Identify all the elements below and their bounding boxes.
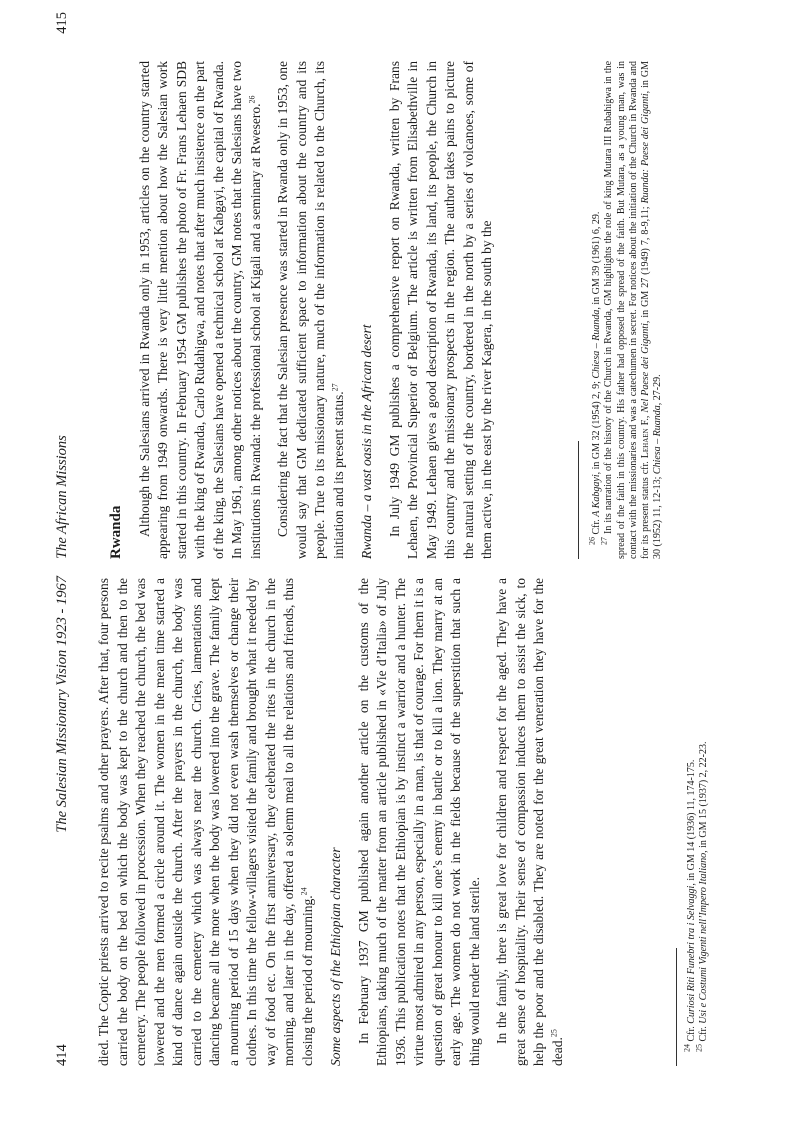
subheading: Some aspects of the Ethiopian character bbox=[328, 847, 343, 1066]
footnote-ref: 24 bbox=[299, 887, 308, 896]
right-page-header bbox=[53, 12, 73, 559]
page-number: 415 bbox=[54, 12, 70, 34]
footnote-ref: 27 bbox=[330, 383, 339, 392]
running-title: The Salesian Missionary Vision 1923 - 1967 bbox=[54, 576, 70, 833]
right-page bbox=[0, 12, 793, 559]
footnote-ref: 25 bbox=[549, 1029, 558, 1038]
paragraph: In the family, there is great love for children and respect for the aged. They have a great sense of hospitality. Their sense of compassion induces them to assist the sick, to help the poor and the disabled. They are noted for the great veneration they have for the dead.$^{25}$ bbox=[494, 578, 565, 1066]
footnote: $^{27}$ In its narration of the history of the Church in Rwanda, GM highlights the role of king Mutara III Rubahigwa in the spread of the faith in this country. His father had opposed the spread of the faith. But Mutara, as a young man, was in contact with the missionaries and was a catechumen in secret. For notices about the initiation of the Church in Rwanda and for its present status cfr. Lehaen F., Nel Paese dei Giganti, in GM 27 (1949) 7, 8-9,11; Ruanda: Paese dei Giganti, in GM 30 (1952) 11, 12-13; Chiesa – Ruanda, 27-29. bbox=[599, 60, 664, 559]
paragraph: Although the Salesians arrived in Rwanda only in 1953, articles on the country started appearing from 1949 onwards. There is very little mention about how the Salesian work started in this country. In February 1954 GM publishes the photo of Fr. Frans Lehaen SDB with the king of Rwanda, Carlo Rudahigwa, and notes that after much insistence on the part of the king, the Salesians have opened a technical school at Kabgayi, the capital of Rwanda. In May 1961, among other notices about the country, GM notes that the Salesians have two institutions in Rwanda: the professional school at Kigali and a seminary at Rwesero.$^{26}$ bbox=[136, 61, 263, 559]
section-heading: Rwanda bbox=[108, 505, 124, 559]
left-page-body bbox=[95, 578, 567, 1066]
footnote-rule bbox=[578, 441, 579, 559]
left-page bbox=[0, 576, 793, 1123]
subheading: Rwanda – a vast oasis in the African desert bbox=[359, 324, 374, 559]
page-number: 414 bbox=[54, 1044, 70, 1066]
footnote: $^{24}$ Cfr. Curiosi Riti Funebri tra i Selvaggi, in GM 14 (1936) 11, 174-175. bbox=[682, 759, 697, 1052]
footnote-rule bbox=[676, 948, 677, 1066]
footnotes bbox=[682, 578, 711, 1066]
footnote-ref: 26 bbox=[247, 95, 256, 104]
left-page-header bbox=[53, 576, 73, 1123]
footnotes bbox=[587, 60, 665, 559]
footnote: $^{25}$ Cfr. Usi e Costumi Vigenti nell’Impero Italiano, in GM 15 (1937) 2, 22-23. bbox=[694, 741, 710, 1052]
paragraph: In July 1949 GM publishes a comprehensive report on Rwanda, written by Frans Lehaen, the Provincial Superior of Belgium. The article is written from Elisabethville in May 1949. Lehaen gives a good description of Rwanda, its land, its people, the Church in this country and the missionary prospects in the region. The author takes pains to picture the natural setting of the country, bordered in the north by a series of volcanoes, some of them active, in the east by the river Kagera, in the south by the bbox=[386, 61, 494, 559]
paragraph: died. The Coptic priests arrived to recite psalms and other prayers. After that, four persons carried the body on the bed on which the body was kept to the church and then to the cemetery. The people followed in procession. When they reached the church, the bed was lowered and the men formed a circle around it. The women in the mean time started a kind of dance again outside the church. After the prayers in the church, the body was carried to the cemetery which was always near the church. Cries, lamentations and dancing became all the more when the body was lowered into the grave. The family kept a mourning period of 15 days when they did not even wash themselves or change their clothes. In this time the fellow-villagers visited the family and brought what it needed by way of food etc. On the first anniversary, they celebrated the rites in the church in the morning, and later in the day, offered a solemn meal to all the relations and friends, thus closing the period of mourning.$^{24}$ bbox=[96, 578, 315, 1066]
paragraph: In February 1937 GM published again another article on the customs of the Ethiopians, taking much of the matter from an article published in «Vie d’Italia» of July 1936. This publication notes that the Ethiopian is by instinct a warrior and a hunter. The virtue most admired in any person, especially in a man, is that of courage. For them it is a question of great honour to kill one’s enemy in battle or to kill a lion. They marry at an early age. The women do not work in the fields because of the superstition that such a thing would render the land sterile. bbox=[355, 578, 482, 1066]
paragraph: Considering the fact that the Salesian presence was started in Rwanda only in 1953, one would say that GM dedicated sufficient space to information about the country and its people. True to its missionary nature, much of the information is related to the Church, its initiation and its present status.$^{27}$ bbox=[275, 61, 346, 559]
footnote: $^{26}$ Cfr. A Kabgayi, in GM 32 (1954) 2, 9; Chiesa – Ruanda, in GM 39 (1961) 6, 29. bbox=[587, 211, 602, 545]
right-page-body bbox=[95, 61, 497, 559]
running-title: The African Missions bbox=[54, 435, 70, 559]
